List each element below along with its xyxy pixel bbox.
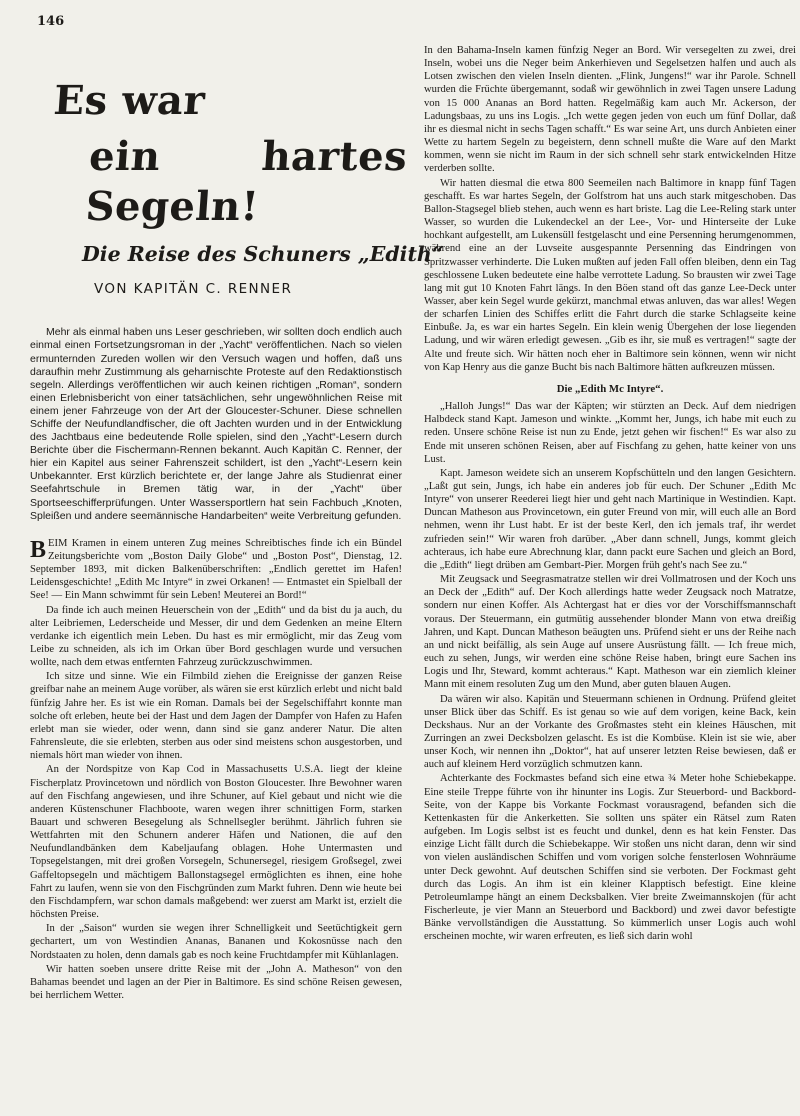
story-paragraph-10: Kapt. Jameson weidete sich an unserem Kopfschütteln und den langen Gesichtern. „Laßt gut sein, Jungs, ich habe ein anderes job für euch. Der Schuner „Edith Mc Intyre“ von unserer Reederei liegt hier und geht nach Martinique in Westindien. Kapt. Duncan Matheson aus Provincetown, ein guter Freund von mir, will euch alle an Bord nehmen, wenn ihr Lust habt. Er ist der beste Kerl, den ich jemals traf, ihr werdet zufrieden sein!“ Wir waren froh darüber. „Aber dann schnell, Jungs, kommt gleich achteraus, ich habe eure Abrechnung klar, dann packt eure Sachen und gleich an Bord, die „Edith“ liegt drüben am Gembart-Pier. Morgen früh geht's nach See zu.“ — [424, 467, 796, 571]
story-paragraph-4: An der Nordspitze von Kap Cod in Massachusetts U.S.A. liegt der kleine Fischerplatz Provincetown und nördlich von Boston Gloucester. Ihre Bewohner waren auf den Fischfang angewiesen, und ihre Schuner, auf Kiel gebaut und nicht wie die anderen Küstenschuner Flachboote, waren wegen ihrer schnittigen Form, starken Bauart und schweren Besegelung als Schnellsegler berühmt. Jährlich fuhren sie Wettfahrten mit den Schunern anderer Häfen und Nationen, die auf den Neufundlandbänken dem Kabeljaufang oblagen. Hohe Untermasten und Topsegelstangen, mit drei großen Vorsegeln, Schunersegel, riesigem Großsegel, zwei Gaffeltopsegeln und mächtigem Ballonstagsegel ermöglichten es ihnen, eine hohe Fahrt zu laufen, wenn sie von den Fischgründen zum Markt fuhren. Denn wie heute bei den Fischdampfern, war schon damals maßgebend: wer zuerst am Markt ist, erzielt die höchsten Preise. — [30, 764, 402, 921]
page-number: 146 — [37, 14, 65, 29]
subtitle: Die Reise des Schuners „Edith“ — [82, 242, 444, 266]
drop-cap: B — [30, 536, 47, 563]
story-paragraph-12: Da wären wir also. Kapitän und Steuermann schienen in Ordnung. Prüfend gleitet unser Blick über das Schiff. Es ist genau so wie auf dem vorigen, keine Back, kein Deckshaus. Nur an der Vorkante des Großmastes steht ein kleines Häuschen, mit Zurringen an zwei Decksbolzen gelascht. Es ist die Kombüse. Klein ist sie wie, aber unser Koch, wir nennen ihn „Doktor“, hat auf unserer letzten Reise bewiesen, daß er auch auf kleinem Herd vorzüglich schmutzen kann. — [424, 693, 796, 771]
story-paragraph-7: In den Bahama-Inseln kamen fünfzig Neger an Bord. Wir versegelten zu zwei, drei Inseln, wobei uns die Neger beim Ankerhieven und Segelsetzen halfen und auch als Lotsen zwischen den vielen Inseln dienten. „Flink, Jungens!“ war ihr Parole. Schnell wurden die Früchte übergemannt, sodaß wir gewöhnlich in zwei Tagen unsere Ladung von 15 000 Ananas an Bord hatten. Regelmäßig kam auch Mr. Ackerson, der Ladungsbaas, zu uns ins Logis. „Ich wette gegen jeden von euch um fünf Dollar, daß ihr es diesmal nicht in sechs Tagen schafft.“ Es war seine Art, uns durch Anbieten einer Wette zu hartem Segeln zu begeistern, denn schnell mußte die Ware auf den Markt kommen, wenn sie nicht im Raum in der sich schnell sehr stark entwickelnden Hitze verderben sollte. — [424, 45, 796, 175]
section-heading: Die „Edith Mc Intyre“. — [556, 382, 664, 395]
story-paragraph-3: Ich sitze und sinne. Wie ein Filmbild ziehen die Ereignisse der ganzen Reise greifbar nahe an meinem Auge vorüber, als wären sie erst kürzlich erlebt und nicht bald fünfzig Jahre her. Es ist wie ein Roman. Damals bei der Segelschiffahrt konnte man solche oft erleben, heute bei der Hast und dem Jagen der Dampfer von Hafen zu Hafen erlebt man sie wieder, oder wenn, dann sind sie ganz anderer Natur. Die alten Fahrensleute, die sie erlebten, sterben aus oder sind meistens schon ausgestorben, und niemals hört man wieder von ihnen. — [30, 671, 402, 762]
right-column — [424, 44, 796, 943]
story-paragraph-8: Wir hatten diesmal die etwa 800 Seemeilen nach Baltimore in knapp fünf Tagen geschafft. Es war hartes Segeln, der Golfstrom hat uns auch stark mitgeschoben. Das Ballon-Stagsegel blieb stehen, auch wenn es hart briste. Lag die Lee-Reling stark unter Wasser, so wurden die Lukendeckel an der Lee-, Vor- und Hinterseite der Luke hochkant aufgestellt, am Lukensüll festgelascht und eine Persenning herumgenommen, während eine an der Luvseite ausgespannte Persenning das Eindringen von Spritzwasser verhinderte. Die Luken mußten auf jeden Fall offen bleiben, denn ein Tag geschlossene Luken bedeutete eine halbe verrottete Ladung. So brausten wir zwei Tage lang mit gut 10 Knoten Fahrt längs. In den Böen stand oft das ganze Lee-Deck unter Wasser, aber kein Segel wurde gekürzt, manchmal etwas anluven, das war alles! Wegen der scharfen Linien des Schiffes erlitt die Fahrt durch die starke Schlagseite keine Einbuße. Ja, es war ein hartes Segeln. Ein klein wenig Übergehen der lose liegenden Ladung, und wir wären erledigt gewesen. „Gib es ihr, sie muß es vertragen!“ sagte der Alte und freute sich. Wir hätten noch eher in Baltimore sein können, wenn wir nicht von Kap Henry aus die ganze Bucht bis nach Baltimore hätten aufkreuzen müssen. — [424, 177, 796, 373]
author-byline: VON KAPITÄN C. RENNER — [94, 281, 293, 298]
story-paragraph-13: Achterkante des Fockmastes befand sich eine etwa ¾ Meter hohe Schiebekappe. Eine steile Treppe führte von ihr hinunter ins Logis. Zur Steuerbord- und Backbord-Seite, von der Kappe bis Vorkante Fockmast vorausragend, befanden sich die Kettenkasten für die Ankerketten. Sie sollten uns später ein Rätsel zum Raten aufgeben. Im Logis selbst ist es feucht und dunkel, denn es hat kein Fenster. Das einzige Licht fällt durch die Schiebekappe. Wir stoßen uns nicht daran, denn wir sind von vielen ausländischen Schiffen und vom vorigen solche fensterlosen Wohnräume unter Deck gewohnt. Auf deutschen Schiffen sind sie verboten. Der Fockmast geht durch das Logis. An ihm ist ein kleiner Klapptisch befestigt. Eine kleine Petroleumlampe hängt an einem Decksbalken. Vier breite Zweimannskojen (für acht Fischerleute, je vier Mann an Steuerbord und Backbord) und zwei davor befestigte Bänke vervollständigen die Ausstattung. So kümmerlich unser Logis auch wohl erscheinen mochte, wir waren erfreuten, es ließ sich darin wohl — [424, 773, 796, 943]
title-line-1: Es war — [52, 77, 207, 124]
story-paragraph-9: „Halloh Jungs!“ Das war der Käpten; wir stürzten an Deck. Auf dem niedrigen Halbdeck stand Kapt. Jameson und winkte. „Kommt her, Jungs, ich habe mit euch zu reden. Unsere schöne Reise ist nun zu Ende, jetzt gehen wir fischen!“ Es war also zu Ende mit unseren schönen Reisen, aber auf Fischfang zu gehen, hatte keiner von uns Lust. — [424, 401, 796, 465]
story-paragraph-1: BEIM Kramen in einem unteren Zug meines Schreibtisches finde ich ein Bündel Zeitungsberichte vom „Boston Daily Globe“ und „Boston Post“, Dienstag, 12. September 1893, mit dicken Balkenüberschriften: „Endlich gerettet im Hafen! Leidensgeschichte! „Edith Mc Intyre“ in zwei Orkanen! — Entmastet ein Spielball der See! — Ein Mann schwimmt für sein Leben! Meuterei an Bord!“ — [30, 536, 402, 602]
story-paragraph-11: Mit Zeugsack und Seegrasmatratze stellen wir drei Vollmatrosen und der Koch uns an Deck der „Edith“ auf. Der Koch allerdings hatte weder Zeugsack noch Matratze, sondern nur einen Koffer. Als Achtergast hat er dies vor der Vorschiffsmannschaft voraus. Der Steuermann, ein gutmütig aussehender blonder Mann von etwa dreißig Jahren, und Kapt. Duncan Matheson beäugten uns. Prüfend sieht er uns der Reihe nach an und nickt beifällig, als sein Auge auf unsere Ausrüstung fällt. — Ich freue mich, euch zu sehen, Jungs, wir werden eine schöne Reise haben, bringt eure Sachen ins Logis und Ihr, Steward, kommt achteraus.“ Kapt. Matheson war ein ziemlich kleiner Mann mit einem resoluten Zug um den Mund, aber guten blauen Augen. — [424, 574, 796, 691]
story-paragraph-2: Da finde ich auch meinen Heuerschein von der „Edith“ und da bist du ja auch, du alter Leibriemen, Lederscheide und Messer, dir und dem Gedenken an meine Eltern verdanke ich eigentlich mein Leben. Du hast es mir ermöglicht, mir das Zeug vom Leibe zu schneiden, als ich im Orkan über Bord geschlagen wurde und versuchen wollte, nach dem etwas entfernten Fahrzeug zurückzuschwimmen. — [30, 604, 402, 669]
story-left — [30, 537, 402, 1002]
intro-paragraph: Mehr als einmal haben uns Leser geschrieben, wir sollten doch endlich auch einmal einen Fortsetzungsroman in der „Yacht“ veröffentlichen. Nach so vielen ermunternden Zureden wollen wir den Versuch wagen und hoffen, daß uns daraufhin mehr Zustimmung als geharnischte Proteste auf den Redaktionstisch segeln. Allerdings veröffentlichen wir auch keinen richtigen „Roman“, sondern einen Erlebnisbericht von einer tatsächlichen, sehr ungewöhnlichen Reise mit einem jener Fahrzeuge von der Art der Gloucester-Schuner. Diese schnellen Schiffe der Neufundlandfischer, die oft Jachten wurden und in der Entwicklung des Jachtbaus eine bedeutende Rolle spielen, sind den „Yacht“-Lesern durch Berichte über die Fischermann-Rennen bekannt. Auch Kapitän C. Renner, der hier ein Kapitel aus seiner Fahrenszeit schildert, ist den „Yacht“-Lesern kein Unbekannter. Erst kürzlich berichtete er, der lange Jahre als Studienrat einer Seefahrtschule in Bremen tätig war, in der „Yacht“ über Sportseeschifferprüfungen. Unter Wassersportlern hat sein Fachbuch „Knoten, Spleißen und andere seemännische Handarbeiten“ weite Verbreitung gefunden. — [30, 326, 402, 522]
title-line-2: ein hartes Segeln! — [84, 133, 409, 230]
story-paragraph-6: Wir hatten soeben unsere dritte Reise mit der „John A. Matheson“ von den Bahamas beendet und lagen an der Pier in Baltimore. Es sind schöne Reisen gewesen, bei herrlichem Wetter. — [30, 963, 402, 1002]
story-paragraph-5: In der „Saison“ wurden sie wegen ihrer Schnelligkeit und Seetüchtigkeit gern gechartert, um von Westindien Ananas, Bananen und Kokosnüsse nach den Nordstaaten zu holen, denn damals gab es noch keine Fruchtdampfer mit Kühlanlagen. — [30, 923, 402, 961]
editorial-intro — [30, 326, 402, 522]
left-column — [30, 76, 444, 1002]
